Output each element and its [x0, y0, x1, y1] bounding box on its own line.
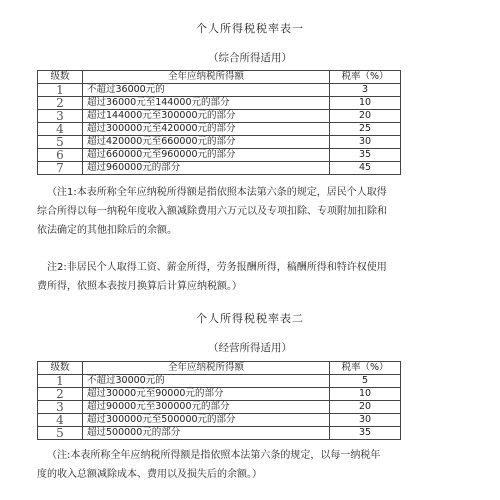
table-row: [38, 162, 401, 175]
level-cell: 3: [38, 110, 83, 123]
table-row: [38, 97, 401, 110]
level-cell: 1: [38, 84, 83, 97]
tax-rate-table-1: [37, 70, 401, 175]
range-cell: 超过90000元至300000元的部分: [83, 401, 330, 414]
table1-note-1: （注1:本表所称全年应纳税所得额是指依照本法第六条的规定，居民个人取得综合所得以每一纳税年度收入额减除费用六万元以及专项扣除、专项附加扣除和依法确定的其他扣除后的余额。: [37, 187, 387, 236]
table-row: [38, 84, 401, 97]
rate-cell: 35: [330, 427, 401, 440]
range-cell: 超过960000元的部分: [83, 162, 330, 175]
header-rate: 税率（%）: [330, 71, 401, 84]
level-cell: 5: [38, 427, 83, 440]
range-cell: 超过144000元至300000元的部分: [83, 110, 330, 123]
level-cell: 6: [38, 149, 83, 162]
rate-cell: 20: [330, 401, 401, 414]
rate-cell: 25: [330, 123, 401, 136]
table-row: [38, 427, 401, 440]
range-cell: 超过300000元至500000元的部分: [83, 414, 330, 427]
range-cell: 超过420000元至660000元的部分: [83, 136, 330, 149]
table-header-row: [38, 362, 401, 375]
table-header-row: [38, 71, 401, 84]
table1-subtitle: （综合所得适用）: [208, 52, 292, 64]
table-row: [38, 388, 401, 401]
range-cell: 不超过36000元的: [83, 84, 330, 97]
rate-cell: 30: [330, 414, 401, 427]
header-level: 级数: [38, 71, 83, 84]
table-row: [38, 136, 401, 149]
level-cell: 1: [38, 375, 83, 388]
level-cell: 3: [38, 401, 83, 414]
range-cell: 不超过30000元的: [83, 375, 330, 388]
range-cell: 超过30000元至90000元的部分: [83, 388, 330, 401]
table-row: [38, 375, 401, 388]
level-cell: 4: [38, 123, 83, 136]
rate-cell: 20: [330, 110, 401, 123]
level-cell: 7: [38, 162, 83, 175]
table-row: [38, 414, 401, 427]
header-rate: 税率（%）: [330, 362, 401, 375]
rate-cell: 5: [330, 375, 401, 388]
header-range: 全年应纳税所得额: [83, 71, 330, 84]
table1-title: 个人所得税税率表一: [196, 22, 304, 35]
table-row: [38, 401, 401, 414]
level-cell: 2: [38, 388, 83, 401]
level-cell: 4: [38, 414, 83, 427]
header-range: 全年应纳税所得额: [83, 362, 330, 375]
table2-title: 个人所得税税率表二: [196, 312, 304, 325]
range-cell: 超过660000元至960000元的部分: [83, 149, 330, 162]
rate-cell: 3: [330, 84, 401, 97]
rate-cell: 35: [330, 149, 401, 162]
rate-cell: 10: [330, 97, 401, 110]
tax-rate-table-2: [37, 361, 401, 440]
table-row: [38, 110, 401, 123]
table2-note: （注:本表所称全年应纳税所得额是指依照本法第六条的规定，以每一纳税年度的收入总额减除成本、费用以及损失后的余额。）: [37, 450, 381, 480]
level-cell: 5: [38, 136, 83, 149]
level-cell: 2: [38, 97, 83, 110]
rate-cell: 30: [330, 136, 401, 149]
range-cell: 超过500000元的部分: [83, 427, 330, 440]
rate-cell: 45: [330, 162, 401, 175]
header-level: 级数: [38, 362, 83, 375]
rate-cell: 10: [330, 388, 401, 401]
table2-subtitle: （经营所得适用）: [208, 342, 292, 354]
table-row: [38, 123, 401, 136]
range-cell: 超过36000元至144000元的部分: [83, 97, 330, 110]
table-row: [38, 149, 401, 162]
range-cell: 超过300000元至420000元的部分: [83, 123, 330, 136]
table1-note-2: 注2:非居民个人取得工资、薪金所得，劳务报酬所得，稿酬所得和特许权使用费所得，依照本表按月换算后计算应纳税额。）: [37, 262, 387, 292]
